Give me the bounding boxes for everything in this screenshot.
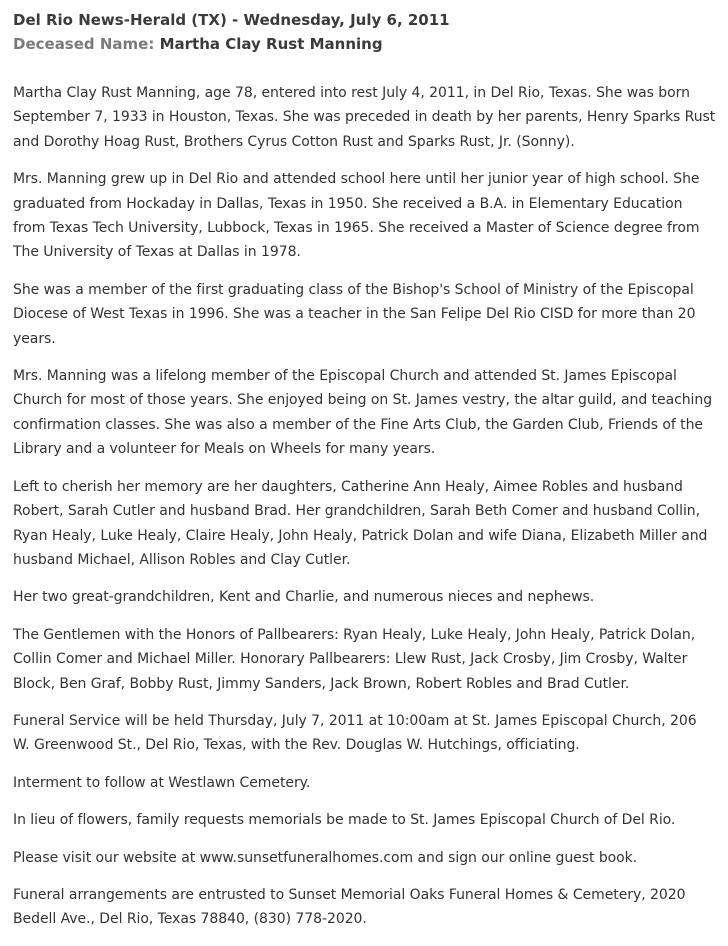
paragraph-9: Interment to follow at Westlawn Cemetery. [13, 774, 311, 791]
source-line: Del Rio News-Herald (TX) - Wednesday, July 6, 2011 [13, 11, 450, 29]
paragraph-6: Her two great-grandchildren, Kent and Charlie, and numerous nieces and nephews. [13, 589, 595, 606]
paragraph-11: Please visit our website at www.sunsetfuneralhomes.com and sign our online guest book. [13, 849, 638, 866]
deceased-label: Deceased Name: [13, 35, 155, 53]
paragraph-7: The Gentlemen with the Honors of Pallbearers: Ryan Healy, Luke Healy, John Healy, Patrick Dolan, Collin Comer and Michael Miller. Honorary Pallbearers: Llew Rust, Jack Crosby, Jim Crosby, Walter Block, Ben Graf, Bobby Rust, Jimmy Sanders, Jack Brown, Robert Robles and Brad Cutler. [13, 626, 696, 692]
paragraph-12: Funeral arrangements are entrusted to Sunset Memorial Oaks Funeral Homes & Cemetery, 2020 Bedell Ave., Del Rio, Texas 78840, (830) 778-2020. [13, 886, 686, 928]
paragraph-8: Funeral Service will be held Thursday, July 7, 2011 at 10:00am at St. James Episcopal Church, 206 W. Greenwood St., Del Rio, Texas, with the Rev. Douglas W. Hutchings, officiating. [13, 712, 697, 754]
paragraph-5: Left to cherish her memory are her daughters, Catherine Ann Healy, Aimee Robles and husband Robert, Sarah Cutler and husband Brad. Her grandchildren, Sarah Beth Comer and husband Collin, Ryan Healy, Luke Healy, Claire Healy, John Healy, Patrick Dolan and wife Diana, Elizabeth Miller and husband Michael, Allison Robles and Clay Cutler. [13, 478, 708, 568]
obituary-body [13, 81, 716, 932]
deceased-line [13, 32, 716, 56]
paragraph-2: Mrs. Manning grew up in Del Rio and attended school here until her junior year of high school. She graduated from Hockaday in Dallas, Texas in 1950. She received a B.A. in Elementary Education from Texas Tech University, Lubbock, Texas in 1965. She received a Master of Science degree from The University of Texas at Dallas in 1978. [13, 171, 700, 261]
paragraph-3: She was a member of the first graduating class of the Bishop's School of Ministry of the Episcopal Diocese of West Texas in 1996. She was a teacher in the San Felipe Del Rio CISD for more than 20 years. [13, 281, 696, 347]
paragraph-1: Martha Clay Rust Manning, age 78, entered into rest July 4, 2011, in Del Rio, Texas. She was born September 7, 1933 in Houston, Texas. She was preceded in death by her parents, Henry Sparks Rust and Dorothy Hoag Rust, Brothers Cyrus Cotton Rust and Sparks Rust, Jr. (Sonny). [13, 85, 716, 150]
deceased-name: Martha Clay Rust Manning [159, 35, 383, 53]
paragraph-10: In lieu of flowers, family requests memorials be made to St. James Episcopal Church of Del Rio. [13, 812, 676, 829]
paragraph-4: Mrs. Manning was a lifelong member of the Episcopal Church and attended St. James Episcopal Church for most of those years. She enjoyed being on St. James vestry, the altar guild, and teaching confirmation classes. She was also a member of the Fine Arts Club, the Garden Club, Friends of the Library and a volunteer for Meals on Wheels for many years. [13, 368, 713, 458]
